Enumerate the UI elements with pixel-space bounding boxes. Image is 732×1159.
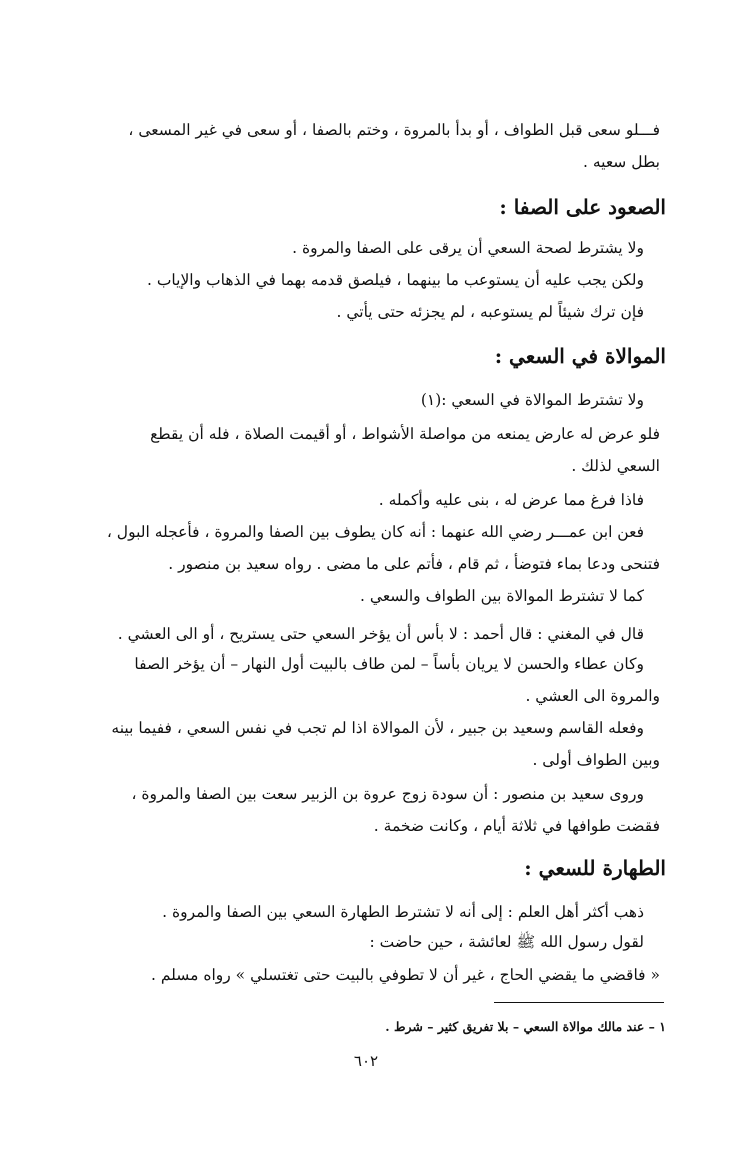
text-line: وفعله القاسم وسعيد بن جبير ، لأن الموالاة اذا لم تجب في نفس السعي ، ففيما بينه: [111, 719, 644, 737]
text-line: ولا يشترط لصحة السعي أن يرقى على الصفا والمروة .: [292, 239, 644, 257]
text-line: « فاقضي ما يقضي الحاج ، غير أن لا تطوفي بالبيت حتى تغتسلي » رواه مسلم .: [151, 966, 660, 984]
text-line: فإن ترك شيئاً لم يستوعبه ، لم يجزئه حتى يأتي .: [336, 303, 644, 321]
text-line: ذهب أكثر أهل العلم : إلى أنه لا تشترط الطهارة السعي بين الصفا والمروة .: [162, 903, 644, 921]
text-line: كما لا تشترط الموالاة بين الطواف والسعي .: [360, 587, 644, 605]
text-line: فقضت طوافها في ثلاثة أيام ، وكانت ضخمة .: [373, 817, 660, 835]
footnote-divider: [494, 1002, 664, 1003]
text-line: ولا تشترط الموالاة في السعي :(١): [420, 391, 644, 409]
text-line: السعي لذلك .: [571, 457, 660, 475]
text-line: ولكن يجب عليه أن يستوعب ما بينهما ، فيلصق قدمه بهما في الذهاب والإياب .: [146, 271, 644, 289]
text-line: وكان عطاء والحسن لا يريان بأساً – لمن طاف بالبيت أول النهار – أن يؤخر الصفا: [134, 655, 644, 673]
section-heading: الصعود على الصفا :: [499, 195, 666, 219]
text-line: فاذا فرغ مما عرض له ، بنى عليه وأكمله .: [378, 491, 644, 509]
text-line: فـــلو سعى قبل الطواف ، أو بدأ بالمروة ، وختم بالصفا ، أو سعى في غير المسعى ،: [128, 121, 660, 139]
text-line: بطل سعيه .: [582, 153, 660, 171]
text-line: والمروة الى العشي .: [525, 687, 660, 705]
text-line: فلو عرض له عارض يمنعه من مواصلة الأشواط ، أو أقيمت الصلاة ، فله أن يقطع: [150, 425, 660, 443]
text-line: لقول رسول الله ﷺ لعائشة ، حين حاضت :: [369, 933, 644, 951]
text-line: فتنحى ودعا بماء فتوضأ ، ثم قام ، فأتم على ما مضى . رواه سعيد بن منصور .: [168, 555, 660, 573]
section-heading: الطهارة للسعي :: [524, 856, 666, 880]
text-line: فعن ابن عمـــر رضي الله عنهما : أنه كان يطوف بين الصفا والمروة ، فأعجله البول ،: [106, 523, 644, 541]
footnote: ١ – عند مالك موالاة السعي – بلا تفريق كثير – شرط .: [385, 1019, 666, 1034]
text-line: وروى سعيد بن منصور : أن سودة زوج عروة بن الزبير سعت بين الصفا والمروة ،: [131, 785, 644, 803]
text-line: وبين الطواف أولى .: [532, 751, 660, 769]
section-heading: الموالاة في السعي :: [494, 344, 666, 368]
text-line: قال في المغني : قال أحمد : لا بأس أن يؤخر السعي حتى يستريح ، أو الى العشي .: [117, 625, 644, 643]
page-number: ٦٠٢: [353, 1052, 379, 1070]
